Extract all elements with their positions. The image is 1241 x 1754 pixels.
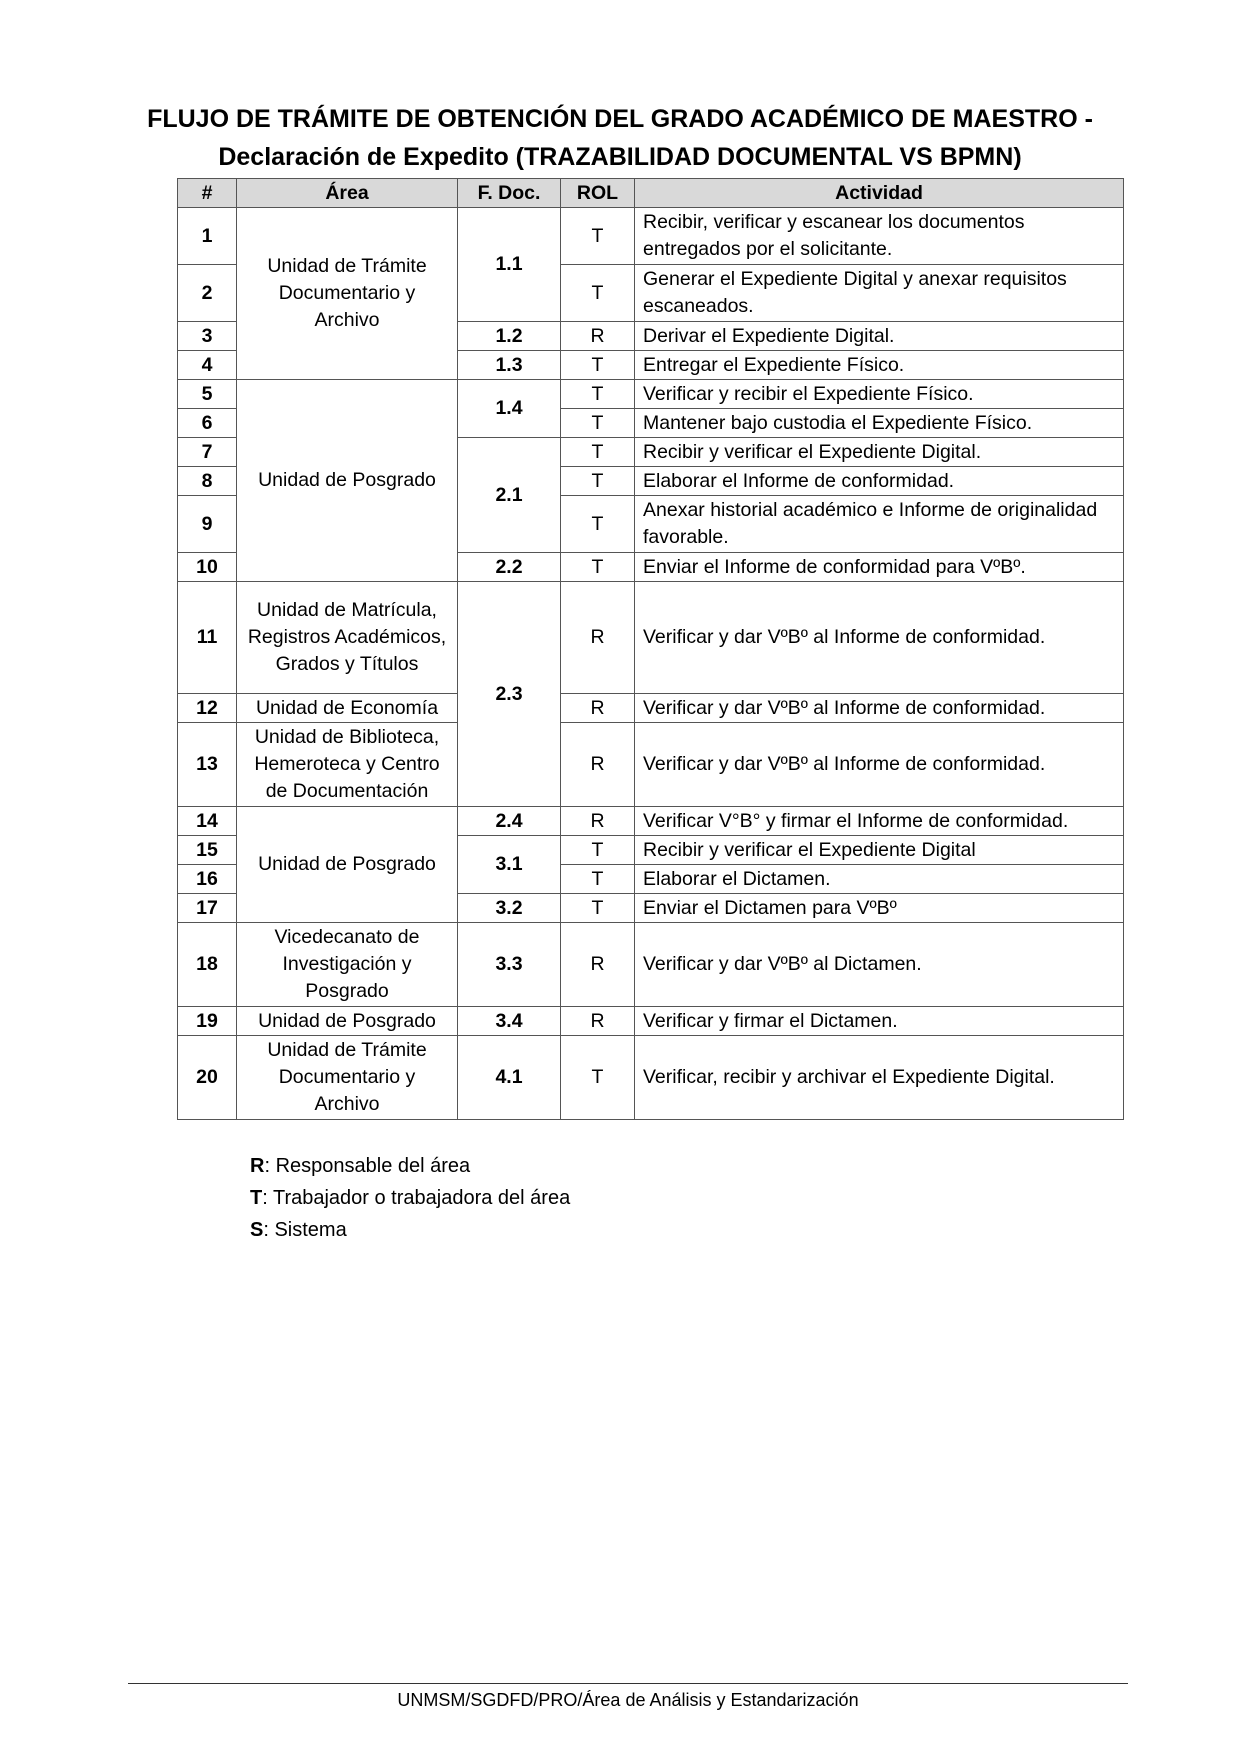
rol-cell: T [561,208,635,265]
legend-text: : Sistema [263,1219,347,1241]
fdoc-cell: 4.1 [458,1036,561,1120]
role-legend [250,1150,570,1246]
fdoc-cell: 2.4 [458,807,561,836]
activity-cell: Recibir y verificar el Expediente Digital [635,836,1124,865]
activity-cell: Generar el Expediente Digital y anexar requisitos escaneados. [635,265,1124,322]
row-number: 6 [178,409,237,438]
row-number: 7 [178,438,237,467]
row-number: 14 [178,807,237,836]
row-number: 13 [178,723,237,807]
activity-cell: Mantener bajo custodia el Expediente Físico. [635,409,1124,438]
activity-cell: Enviar el Informe de conformidad para VºBº. [635,553,1124,582]
fdoc-cell: 3.1 [458,836,561,894]
activity-cell: Anexar historial académico e Informe de originalidad favorable. [635,496,1124,553]
activity-cell: Verificar y dar VºBº al Dictamen. [635,923,1124,1007]
row-number: 10 [178,553,237,582]
header-fdoc: F. Doc. [458,179,561,208]
rol-cell: R [561,923,635,1007]
rol-cell: R [561,694,635,723]
activity-cell: Recibir y verificar el Expediente Digital. [635,438,1124,467]
row-number: 18 [178,923,237,1007]
activity-cell: Verificar V°B° y firmar el Informe de conformidad. [635,807,1124,836]
page-footer: UNMSM/SGDFD/PRO/Área de Análisis y Estandarización [397,1690,859,1710]
activity-cell: Elaborar el Informe de conformidad. [635,467,1124,496]
legend-item [250,1150,570,1182]
row-number: 4 [178,351,237,380]
rol-cell: T [561,836,635,865]
title-line-1: FLUJO DE TRÁMITE DE OBTENCIÓN DEL GRADO ACADÉMICO DE MAESTRO - [147,105,1093,133]
row-number: 19 [178,1007,237,1036]
row-number: 15 [178,836,237,865]
legend-text: : Trabajador o trabajadora del área [262,1187,571,1209]
table-row [178,923,1124,1007]
row-number: 5 [178,380,237,409]
activity-cell: Verificar, recibir y archivar el Expediente Digital. [635,1036,1124,1120]
header-area: Área [237,179,458,208]
row-number: 9 [178,496,237,553]
fdoc-cell: 2.1 [458,438,561,553]
activity-cell: Verificar y dar VºBº al Informe de conformidad. [635,723,1124,807]
rol-cell: T [561,467,635,496]
activity-cell: Recibir, verificar y escanear los documentos entregados por el solicitante. [635,208,1124,265]
table-row [178,1036,1124,1120]
area-cell: Unidad de Economía [237,694,458,723]
activity-cell: Enviar el Dictamen para VºBº [635,894,1124,923]
activity-cell: Entregar el Expediente Físico. [635,351,1124,380]
rol-cell: T [561,351,635,380]
legend-key: R [250,1155,265,1177]
legend-key: S [250,1219,264,1241]
area-cell: Unidad de Biblioteca, Hemeroteca y Centro de Documentación [237,723,458,807]
row-number: 17 [178,894,237,923]
fdoc-cell: 1.2 [458,322,561,351]
header-actividad: Actividad [635,179,1124,208]
fdoc-cell: 2.3 [458,582,561,807]
activity-cell: Verificar y dar VºBº al Informe de conformidad. [635,694,1124,723]
rol-cell: T [561,265,635,322]
rol-cell: T [561,496,635,553]
row-number: 1 [178,208,237,265]
activity-cell: Verificar y dar VºBº al Informe de conformidad. [635,582,1124,694]
row-number: 12 [178,694,237,723]
rol-cell: R [561,322,635,351]
area-cell: Vicedecanato de Investigación y Posgrado [237,923,458,1007]
rol-cell: R [561,723,635,807]
table-row [178,380,1124,409]
fdoc-cell: 1.3 [458,351,561,380]
rol-cell: R [561,1007,635,1036]
rol-cell: R [561,807,635,836]
header-rol: ROL [561,179,635,208]
rol-cell: T [561,865,635,894]
legend-item [250,1214,570,1246]
title-line-2: Declaración de Expedito (TRAZABILIDAD DOCUMENTAL VS BPMN) [218,143,1022,171]
row-number: 16 [178,865,237,894]
legend-item [250,1182,570,1214]
row-number: 8 [178,467,237,496]
area-cell: Unidad de Trámite Documentario y Archivo [237,1036,458,1120]
fdoc-cell: 3.3 [458,923,561,1007]
table-row [178,807,1124,836]
area-cell: Unidad de Posgrado [237,807,458,923]
table-row [178,582,1124,694]
area-cell: Unidad de Posgrado [237,380,458,582]
row-number: 20 [178,1036,237,1120]
table-row [178,694,1124,723]
row-number: 3 [178,322,237,351]
legend-key: T [250,1187,263,1209]
activity-cell: Derivar el Expediente Digital. [635,322,1124,351]
table-header-row [178,179,1124,208]
document-title [140,100,1100,176]
activity-cell: Verificar y recibir el Expediente Físico. [635,380,1124,409]
rol-cell: R [561,582,635,694]
rol-cell: T [561,380,635,409]
area-cell: Unidad de Trámite Documentario y Archivo [237,208,458,380]
activity-cell: Verificar y firmar el Dictamen. [635,1007,1124,1036]
legend-text: : Responsable del área [264,1155,471,1177]
activity-cell: Elaborar el Dictamen. [635,865,1124,894]
rol-cell: T [561,409,635,438]
table-row [178,723,1124,807]
rol-cell: T [561,1036,635,1120]
rol-cell: T [561,894,635,923]
rol-cell: T [561,553,635,582]
fdoc-cell: 1.1 [458,208,561,322]
fdoc-cell: 3.4 [458,1007,561,1036]
process-table [177,178,1124,1120]
footer-divider [128,1683,1128,1684]
header-num: # [178,179,237,208]
table-row [178,1007,1124,1036]
fdoc-cell: 2.2 [458,553,561,582]
row-number: 11 [178,582,237,694]
fdoc-cell: 3.2 [458,894,561,923]
rol-cell: T [561,438,635,467]
area-cell: Unidad de Matrícula, Registros Académicos, Grados y Títulos [237,582,458,694]
area-cell: Unidad de Posgrado [237,1007,458,1036]
table-row [178,208,1124,265]
row-number: 2 [178,265,237,322]
fdoc-cell: 1.4 [458,380,561,438]
